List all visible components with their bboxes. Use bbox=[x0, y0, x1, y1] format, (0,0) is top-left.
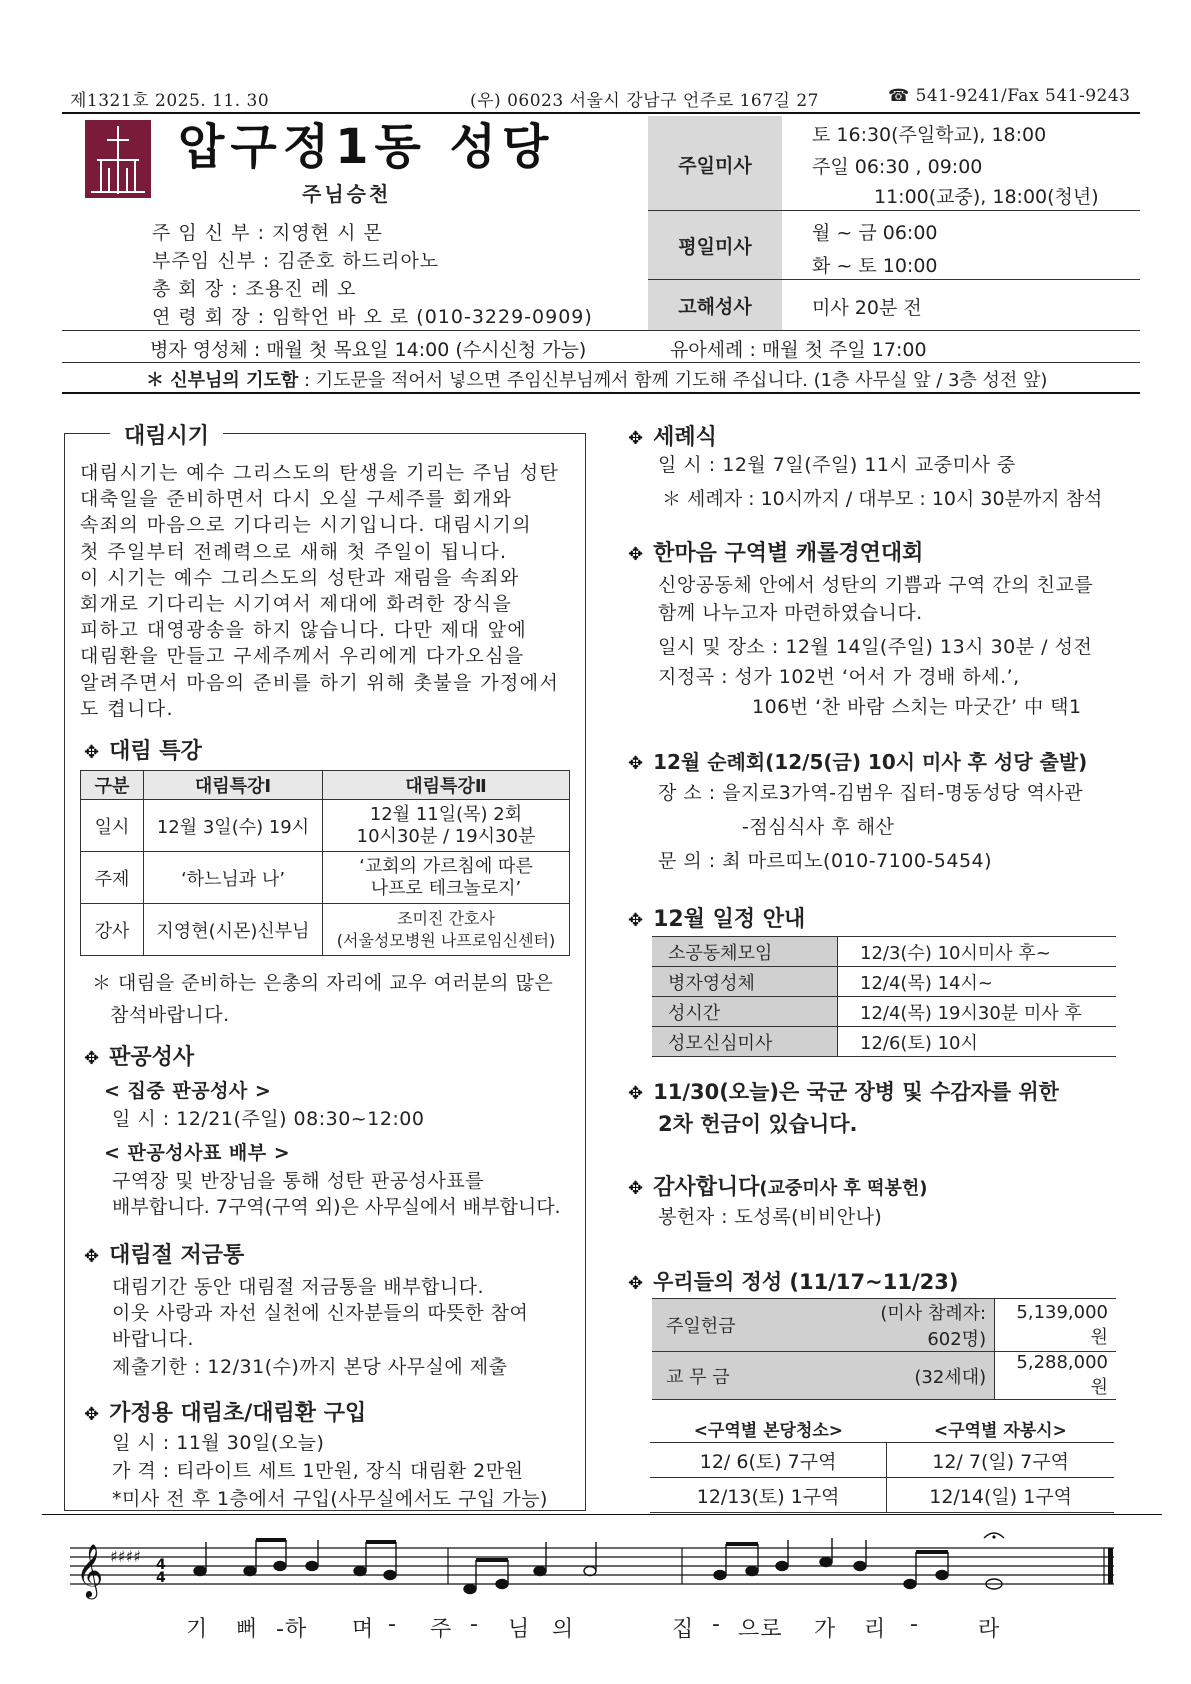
lecture-col-header: 대림특강Ⅰ bbox=[144, 771, 323, 800]
thanks-donor: 봉헌자 : 도성록(비비안나) bbox=[658, 1206, 883, 1228]
staff-assistant: 부주임 신부 : 김준호 하드리아노 bbox=[152, 250, 440, 272]
schedule-event: 소공동체모임 bbox=[652, 937, 838, 967]
carol-line: 106번 ‘찬 바람 스치는 마굿간’ 中 택1 bbox=[752, 696, 1082, 718]
infant-baptism: 유아세례 : 매월 첫 주일 17:00 bbox=[670, 339, 927, 361]
offering-label: 주일헌금 bbox=[652, 1299, 840, 1352]
collection-notice-2: 2차 헌금이 있습니다. bbox=[658, 1112, 858, 1136]
pilgrimage-heading bbox=[628, 746, 1087, 775]
lecture-row-label: 주제 bbox=[81, 852, 144, 904]
lyric-syllable: - bbox=[712, 1612, 721, 1637]
schedule-time: 12/4(목) 19시30분 미사 후 bbox=[838, 997, 1117, 1027]
lecture-col-header: 대림특강Ⅱ bbox=[323, 771, 570, 800]
svg-text:4: 4 bbox=[156, 1557, 166, 1573]
diamond-bullet-icon: ✥ bbox=[628, 544, 644, 565]
schedule-time: 12/3(수) 10시미사 후~ bbox=[838, 937, 1117, 967]
advent-line: 도 켭니다. bbox=[80, 697, 174, 720]
wreath-heading bbox=[84, 1396, 366, 1427]
penance-title: 판공성사 bbox=[109, 1045, 195, 1070]
schedule-event: 성시간 bbox=[652, 997, 838, 1027]
svg-text:4: 4 bbox=[156, 1570, 166, 1586]
december-schedule-table bbox=[652, 936, 1116, 1057]
advent-line: 첫 주일부터 전례력으로 새해 첫 주일이 됩니다. bbox=[80, 540, 508, 563]
duty-cell: 12/ 7(일) 7구역 bbox=[887, 1443, 1114, 1478]
sunday-mass-line-1: 토 16:30(주일학교), 18:00 bbox=[812, 124, 1047, 146]
duty-table bbox=[650, 1414, 1114, 1513]
offering-note: (32세대) bbox=[840, 1352, 995, 1400]
offering-label: 교 무 금 bbox=[652, 1352, 840, 1400]
sunday-mass-line-2: 주일 06:30 , 09:00 bbox=[812, 156, 983, 178]
phone-number: 541-9241/Fax 541-9243 bbox=[915, 86, 1131, 106]
sunday-mass-label: 주일미사 bbox=[648, 116, 782, 212]
lyric-syllable: 으로 bbox=[738, 1617, 783, 1642]
phone-line bbox=[888, 86, 1131, 106]
piggy-line: 이웃 사랑과 자선 실천에 신자분들의 따뜻한 참여 bbox=[112, 1302, 529, 1324]
weekday-mass-label: 평일미사 bbox=[648, 211, 782, 279]
duty-header-volunteer: <구역별 자봉시> bbox=[887, 1414, 1114, 1443]
duty-cell: 12/14(일) 1구역 bbox=[887, 1478, 1114, 1513]
telephone-icon: ☎ bbox=[888, 86, 916, 106]
advent-line: 대림시기는 예수 그리스도의 탄생을 기리는 주님 성탄 bbox=[80, 462, 560, 484]
pilgrimage-line: 장 소 : 을지로3가역-김범우 집터-명동성당 역사관 bbox=[658, 782, 1084, 804]
notice-rule-2 bbox=[62, 362, 1140, 363]
lyric-syllable: 님 bbox=[508, 1617, 531, 1642]
schedule-time: 12/4(목) 14시~ bbox=[838, 967, 1117, 997]
lyric-syllable: 의 bbox=[552, 1617, 575, 1642]
thanks-heading bbox=[628, 1170, 927, 1201]
sunday-mass-line-3: 11:00(교중), 18:00(청년) bbox=[874, 186, 1099, 208]
piggy-heading bbox=[84, 1238, 244, 1269]
lecture-title: 대림 특강 bbox=[109, 739, 202, 764]
parish-logo bbox=[85, 120, 151, 198]
pilgrimage-title: 12월 순례회(12/5(금) 10시 미사 후 성당 출발) bbox=[653, 750, 1088, 774]
lecture-cell: 지영현(시몬)신부님 bbox=[144, 904, 323, 956]
wreath-line: *미사 전 후 1층에서 구입(사무실에서도 구입 가능) bbox=[112, 1488, 548, 1510]
weekday-mass-line-1: 월 ~ 금 06:00 bbox=[812, 222, 938, 244]
december-title: 12월 일정 안내 bbox=[653, 907, 806, 932]
diamond-bullet-icon: ✥ bbox=[628, 753, 644, 774]
address: (우) 06023 서울시 강남구 언주로 167길 27 bbox=[470, 91, 819, 111]
lecture-note-1: ＊ 대림을 준비하는 은총의 자리에 교우 여러분의 많은 bbox=[92, 972, 554, 994]
weekday-mass-line-2: 화 ~ 토 10:00 bbox=[812, 255, 938, 277]
carol-line: 신앙공동체 안에서 성탄의 기쁨과 구역 간의 친교를 bbox=[658, 574, 1094, 596]
lyric-syllable: 가 bbox=[814, 1617, 837, 1642]
lecture-cell: ‘교회의 가르침에 따른 나프로 테크놀로지’ bbox=[323, 852, 570, 904]
lyric-syllable: 며 bbox=[352, 1617, 375, 1642]
diamond-bullet-icon: ✥ bbox=[628, 428, 644, 449]
offering-table bbox=[652, 1298, 1116, 1400]
lyric-syllable: - bbox=[910, 1612, 919, 1637]
advent-line: 회개로 기다리는 시기여서 제대에 화려한 장식을 bbox=[80, 593, 513, 616]
diamond-bullet-icon: ✥ bbox=[84, 742, 100, 763]
piggy-line: 제출기한 : 12/31(수)까지 본당 사무실에 제출 bbox=[112, 1356, 508, 1378]
lecture-row-label: 일시 bbox=[81, 800, 144, 852]
advent-line: 대축일을 준비하면서 다시 오실 구세주를 회개와 bbox=[80, 488, 513, 511]
footer-rule bbox=[42, 1514, 1162, 1515]
confession-time: 미사 20분 전 bbox=[812, 297, 922, 319]
sunday-name: 주님승천 bbox=[302, 182, 392, 206]
piggy-title: 대림절 저금통 bbox=[109, 1243, 245, 1268]
notice-rule-3 bbox=[62, 392, 1140, 394]
carol-line: 일시 및 장소 : 12월 14일(주일) 13시 30분 / 성전 bbox=[658, 636, 1093, 658]
lecture-note-2: 참석바랍니다. bbox=[110, 1004, 230, 1026]
diamond-bullet-icon: ✥ bbox=[84, 1048, 100, 1069]
baptism-date: 일 시 : 12월 7일(주일) 11시 교중미사 중 bbox=[658, 454, 1016, 476]
advent-line: 이 시기는 예수 그리스도의 성탄과 재림을 속죄와 bbox=[80, 566, 520, 589]
diamond-bullet-icon: ✥ bbox=[84, 1404, 100, 1425]
carol-heading bbox=[628, 536, 923, 567]
diamond-bullet-icon: ✥ bbox=[84, 1246, 100, 1267]
penance-sub-1: < 집중 판공성사 > bbox=[104, 1080, 272, 1102]
diamond-bullet-icon: ✥ bbox=[628, 1273, 644, 1294]
pilgrimage-line: -점심식사 후 해산 bbox=[742, 816, 895, 838]
lecture-cell: 조미진 간호사 (서울성모병원 나프로임신센터) bbox=[323, 904, 570, 956]
advent-paragraph bbox=[80, 460, 570, 722]
diamond-bullet-icon: ✥ bbox=[628, 1178, 644, 1199]
diamond-bullet-icon: ✥ bbox=[628, 1083, 644, 1104]
parish-title: 압구정1동 성당 bbox=[178, 119, 555, 175]
penance-sub-2: < 판공성사표 배부 > bbox=[104, 1142, 291, 1164]
offering-amount: 5,139,000원 bbox=[995, 1299, 1116, 1352]
baptism-heading bbox=[628, 420, 717, 451]
notice-rule-1 bbox=[62, 330, 1140, 331]
lecture-cell: 12월 3일(수) 19시 bbox=[144, 800, 323, 852]
lecture-row-label: 강사 bbox=[81, 904, 144, 956]
advent-line: 속죄의 마음으로 기다리는 시기입니다. 대림시기의 bbox=[80, 514, 533, 537]
carol-line: 지정곡 : 성가 102번 ‘어서 가 경배 하세.’, bbox=[658, 666, 1020, 688]
svg-text:♯♯♯♯: ♯♯♯♯ bbox=[110, 1547, 141, 1566]
pilgrimage-line: 문 의 : 최 마르띠노(010-7100-5454) bbox=[658, 850, 993, 872]
diamond-bullet-icon: ✥ bbox=[628, 910, 644, 931]
prayer-box-notice bbox=[146, 366, 1047, 392]
wreath-title: 가정용 대림초/대림환 구입 bbox=[109, 1401, 367, 1426]
lyric-syllable: - bbox=[388, 1612, 397, 1637]
lyric-syllable: 기 bbox=[186, 1617, 209, 1642]
piggy-line: 대림기간 동안 대림절 저금통을 배부합니다. bbox=[112, 1276, 485, 1298]
lyric-syllable: 주 bbox=[430, 1617, 453, 1642]
lyric-syllable: -하 bbox=[276, 1617, 308, 1642]
advent-line: 대림환을 만들고 구세주께서 우리에게 다가오심을 bbox=[80, 645, 525, 668]
lyric-syllable: 리 bbox=[864, 1617, 887, 1642]
offering-note: (미사 참례자: 602명) bbox=[840, 1299, 995, 1352]
schedule-event: 성모신심미사 bbox=[652, 1027, 838, 1057]
penance-date: 일 시 : 12/21(주일) 08:30~12:00 bbox=[112, 1108, 425, 1130]
piggy-line: 바랍니다. bbox=[112, 1328, 194, 1350]
schedule-event: 병자영성체 bbox=[652, 967, 838, 997]
lecture-heading bbox=[84, 734, 202, 765]
carol-line: 함께 나누고자 마련하였습니다. bbox=[658, 602, 923, 624]
advent-line: 피하고 대영광송을 하지 않습니다. 다만 제대 앞에 bbox=[80, 619, 528, 642]
lyric-syllable: 뻐 bbox=[236, 1617, 259, 1642]
collection-notice-text: 11/30(오늘)은 국군 장병 및 수감자를 위한 bbox=[653, 1080, 1059, 1104]
advent-line: 알려주면서 마음의 준비를 하기 위해 촛불을 가정에서 bbox=[80, 671, 560, 694]
duty-cell: 12/13(토) 1구역 bbox=[650, 1478, 887, 1513]
music-staff-icon bbox=[70, 1522, 1120, 1612]
penance-heading bbox=[84, 1040, 194, 1071]
staff-funeral-leader: 연 령 회 장 : 임학언 바 오 로 (010-3229-0909) bbox=[152, 306, 593, 328]
lyric-syllable: - bbox=[470, 1612, 479, 1637]
carol-title: 한마음 구역별 캐롤경연대회 bbox=[653, 541, 924, 566]
lyric-syllable: 라 bbox=[978, 1617, 1001, 1642]
advent-title: 대림시기 bbox=[110, 419, 223, 450]
lecture-col-header: 구분 bbox=[81, 771, 144, 800]
staff-pastor: 주 임 신 부 : 지영현 시 몬 bbox=[152, 222, 383, 244]
svg-text:𝄞: 𝄞 bbox=[76, 1543, 104, 1597]
issue-number: 제1321호 2025. 11. 30 bbox=[70, 91, 270, 111]
thanks-title: 감사합니다 bbox=[653, 1175, 760, 1200]
staff-president: 총 회 장 : 조용진 레 오 bbox=[152, 278, 357, 300]
prayer-box-text: : 기도문을 적어서 넣으면 주임신부님께서 함께 기도해 주십니다. (1층 사무실 앞 / 3층 성전 앞) bbox=[298, 370, 1048, 391]
lecture-cell: 12월 11일(목) 2회 10시30분 / 19시30분 bbox=[323, 800, 570, 852]
penance-text-2: 배부합니다. 7구역(구역 외)은 사무실에서 배부합니다. bbox=[112, 1196, 561, 1218]
lecture-cell: ‘하느님과 나’ bbox=[144, 852, 323, 904]
lecture-table bbox=[80, 770, 570, 956]
offering-amount: 5,288,000원 bbox=[995, 1352, 1116, 1400]
lyric-syllable: 집 bbox=[672, 1617, 695, 1642]
penance-text-1: 구역장 및 반장님을 통해 성탄 판공성사표를 bbox=[112, 1170, 485, 1192]
baptism-title: 세례식 bbox=[653, 425, 717, 450]
wreath-line: 가 격 : 티라이트 세트 1만원, 장식 대림환 2만원 bbox=[112, 1460, 524, 1482]
duty-header-cleaning: <구역별 본당청소> bbox=[650, 1414, 887, 1443]
duty-cell: 12/ 6(토) 7구역 bbox=[650, 1443, 887, 1478]
offering-heading bbox=[628, 1266, 958, 1296]
schedule-time: 12/6(토) 10시 bbox=[838, 1027, 1117, 1057]
wreath-line: 일 시 : 11월 30일(오늘) bbox=[112, 1432, 325, 1454]
sick-communion: 병자 영성체 : 매월 첫 목요일 14:00 (수시신청 가능) bbox=[150, 339, 587, 361]
collection-notice-1 bbox=[628, 1076, 1059, 1106]
prayer-box-label: ＊ 신부님의 기도함 bbox=[146, 370, 299, 391]
baptism-arrival: ＊ 세례자 : 10시까지 / 대부모 : 10시 30분까지 참석 bbox=[662, 488, 1103, 510]
december-heading bbox=[628, 902, 805, 933]
thanks-suffix: (교중미사 후 떡봉헌) bbox=[759, 1178, 928, 1199]
confession-label: 고해성사 bbox=[648, 280, 782, 330]
offering-title: 우리들의 정성 (11/17~11/23) bbox=[653, 1270, 959, 1294]
